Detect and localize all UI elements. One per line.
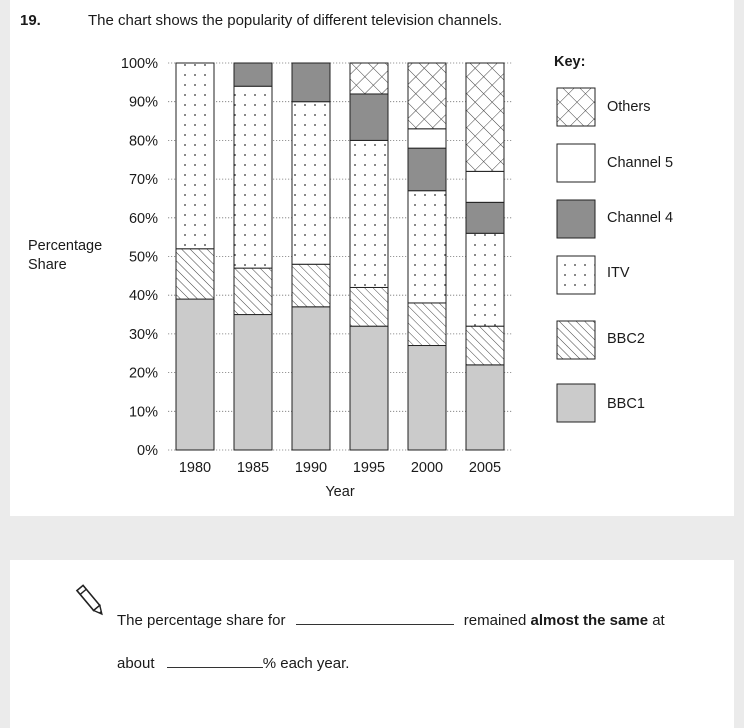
bar-segment-bbc2-1990 xyxy=(292,264,330,307)
key-label-itv: ITV xyxy=(607,265,630,281)
key-label-channel4: Channel 4 xyxy=(607,210,674,226)
y-tick-label: 60% xyxy=(128,210,158,227)
bar-segment-itv-1990 xyxy=(292,102,330,265)
bar-segment-bbc1-1985 xyxy=(234,315,272,450)
bar-segment-itv-1995 xyxy=(350,140,388,287)
bar-segment-channel4-2000 xyxy=(408,148,446,191)
bar-segment-bbc1-2000 xyxy=(408,346,446,450)
y-axis-label-text: Percentage Share xyxy=(28,238,103,273)
key-swatch-channel5 xyxy=(557,144,595,182)
question-number: 19. xyxy=(20,12,41,29)
bar-segment-channel4-1990 xyxy=(292,63,330,102)
bar-segment-bbc1-1980 xyxy=(176,299,214,450)
bar-segment-channel5-2005 xyxy=(466,171,504,202)
channel-blank[interactable] xyxy=(296,623,454,625)
x-tick-label: 1995 xyxy=(352,460,386,476)
bar-segment-itv-2000 xyxy=(408,191,446,303)
bar-segment-channel5-2000 xyxy=(408,129,446,148)
bar-segment-bbc1-1990 xyxy=(292,307,330,450)
y-tick-label: 100% xyxy=(120,56,158,72)
key-label-others: Others xyxy=(607,99,651,115)
x-tick-label: 2000 xyxy=(410,460,444,476)
key-label-bbc2: BBC2 xyxy=(607,331,645,347)
y-tick-label: 0% xyxy=(137,443,158,459)
y-tick-label: 10% xyxy=(128,404,158,421)
gridlines xyxy=(168,63,512,450)
key-label-channel5: Channel 5 xyxy=(607,155,674,171)
key-swatches xyxy=(557,88,595,422)
answer-line-2 xyxy=(117,655,349,672)
y-tick-label: 90% xyxy=(128,94,158,111)
bar-segment-others-2005 xyxy=(466,63,504,171)
pencil-icon xyxy=(77,585,105,616)
x-axis-label: Year xyxy=(325,484,355,500)
y-tick-label: 30% xyxy=(128,326,158,343)
key-swatch-bbc1 xyxy=(557,384,595,422)
bar-segment-others-2000 xyxy=(408,63,446,129)
x-tick-label: 1980 xyxy=(178,460,212,476)
answer-line2-start: about xyxy=(117,655,155,672)
key-title: Key: xyxy=(554,54,586,70)
y-tick-label: 50% xyxy=(128,249,158,266)
question-text: The chart shows the popularity of different television channels. xyxy=(88,12,503,29)
x-tick-label: 1990 xyxy=(294,460,328,476)
key-swatch-bbc2 xyxy=(557,321,595,359)
key-swatch-itv xyxy=(557,256,595,294)
answer-line1-bold: almost the same xyxy=(530,612,649,629)
bar-segment-others-1995 xyxy=(350,63,388,94)
bar-segment-bbc2-2005 xyxy=(466,326,504,365)
y-tick-label: 20% xyxy=(128,365,158,382)
answer-line1-start: The percentage share for xyxy=(117,612,286,629)
key-swatch-channel4 xyxy=(557,200,595,238)
bar-segment-bbc2-1985 xyxy=(234,268,272,314)
y-tick-label: 40% xyxy=(128,288,158,305)
bar-segment-bbc1-1995 xyxy=(350,326,388,450)
bar-segment-bbc2-1980 xyxy=(176,249,214,299)
bar-segment-itv-1980 xyxy=(176,63,214,249)
bar-segment-bbc1-2005 xyxy=(466,365,504,450)
bar-segment-bbc2-1995 xyxy=(350,287,388,326)
bar-segment-channel4-1985 xyxy=(234,63,272,86)
y-tick-label: 80% xyxy=(128,133,158,150)
bar-segment-channel4-2005 xyxy=(466,202,504,233)
answer-line2-end: % each year. xyxy=(262,655,350,672)
answer-line-1 xyxy=(117,612,665,629)
key-swatch-others xyxy=(557,88,595,126)
bar-segment-itv-2005 xyxy=(466,233,504,326)
bar-segment-itv-1985 xyxy=(234,86,272,268)
answer-line1-tail: at xyxy=(652,612,665,629)
bar-segment-bbc2-2000 xyxy=(408,303,446,346)
bar-segment-channel4-1995 xyxy=(350,94,388,140)
key-label-bbc1: BBC1 xyxy=(607,396,645,412)
percent-blank[interactable] xyxy=(167,666,263,668)
x-tick-label: 1985 xyxy=(236,460,270,476)
answer-line1-end: remained xyxy=(463,612,527,629)
x-tick-label: 2005 xyxy=(468,460,502,476)
y-tick-label: 70% xyxy=(128,172,158,189)
